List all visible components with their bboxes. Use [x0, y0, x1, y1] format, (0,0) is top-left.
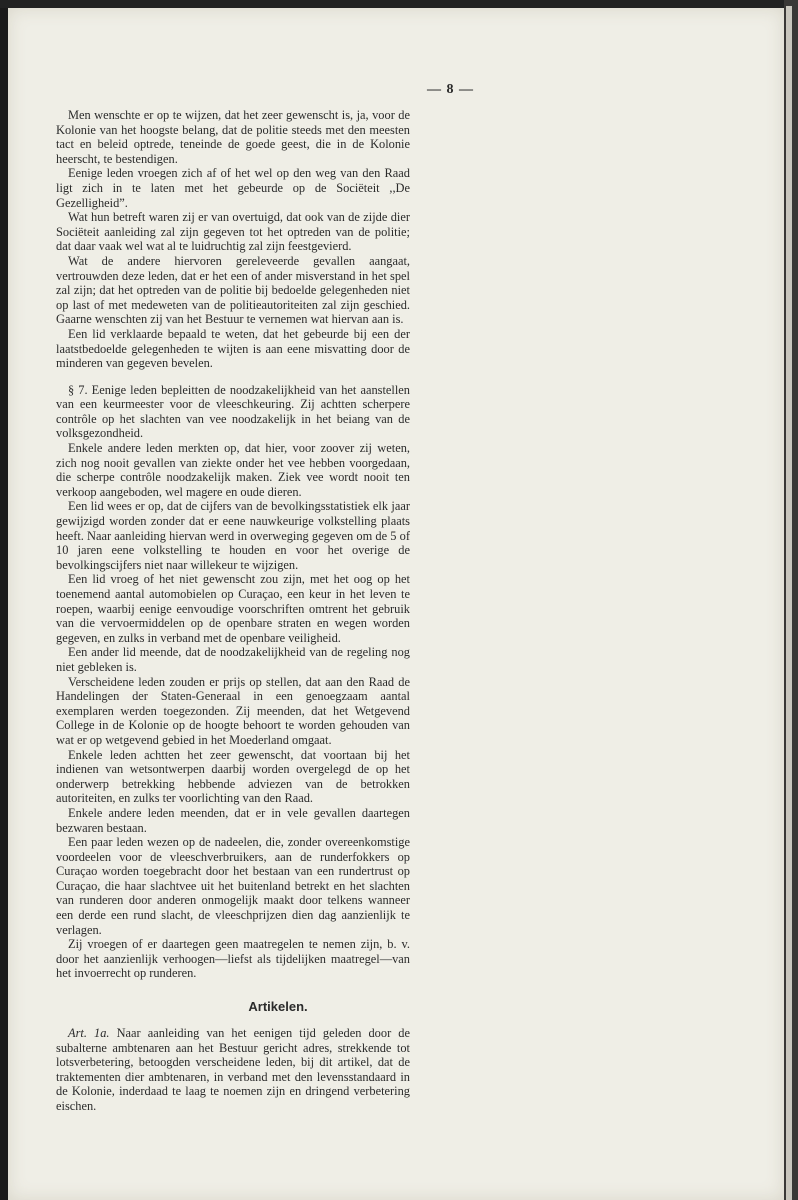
paragraph: Enkele leden achtten het zeer gewenscht, dat voortaan bij het indienen van wetsontwerpen daarbij worden overgelegd de op het onderwerp betrekking hebbende adviezen van de betrokken autoriteiten, en zulks ter voorlichting van den Raad. [56, 747, 410, 806]
paragraph: Eenige leden vroegen zich af of het wel op den weg van den Raad ligt zich in te laten met het gebeurde op de Sociëteit ,,De Gezelligheid”. [56, 166, 410, 210]
paragraph: Een lid verklaarde bepaald te weten, dat het gebeurde bij een der laatstbedoelde gelegenheden te wijten is aan eene misvatting door de minderen van gegeven bevelen. [56, 326, 410, 371]
paragraph: Een lid wees er op, dat de cijfers van de bevolkingsstatistiek elk jaar gewijzigd worden zonder dat er eene nauwkeurige volkstelling plaats heeft. Naar aanleiding hiervan werd in overweging gegeven om de 5 of 10 jaren eene volkstelling te houden en voor het overige de bevolkingscijfers niet naar willekeur te wijzigen. [56, 499, 410, 572]
scan-page-stack [786, 6, 792, 1200]
scan-top-edge [0, 0, 798, 8]
article-paragraph [56, 1026, 410, 1114]
page-number: — 8 — [427, 82, 474, 97]
document-page [8, 8, 784, 1200]
paragraph: Een paar leden wezen op de nadeelen, die, zonder overeenkomstige voordeelen voor de vleeschverbruikers, aan de runderfokkers op Curaçao worden toegebracht door het bestaan van een rundertrust op Curaçao, die haar slachtvee uit het buitenland betrekt en het slachten van runderen door anderen onmogelijk maakt door telkens wanneer een derde een rund slacht, de vleeschprijzen dien dag aanzienlijk te verlagen. [56, 835, 410, 937]
paragraph: Een lid vroeg of het niet gewenscht zou zijn, met het oog op het toenemend aantal automobielen op Curaçao, een keur in het leven te roepen, waarbij eenige eenvoudige voorschriften omtrent het gebruik van die vervoermiddelen op de openbare straten en wegen worden gegeven, en zulks in verband met de openbare veiligheid. [56, 572, 410, 645]
paragraph: Wat de andere hiervoren gereleveerde gevallen aangaat, vertrouwden deze leden, dat er het een of ander misverstand in het spel zal zijn; dat het optreden van de politie bij bedoelde gelegenheden niet op last of met medeweten van de politieautoriteiten zal zijn geschied. Gaarne wenschten zij van het Bestuur te vernemen wat hiervan aan is. [56, 253, 410, 327]
section-gap [56, 371, 410, 383]
article-text: Naar aanleiding van het eenigen tijd geleden door de subalterne ambtenaren aan het Bestuur gericht adres, strekkende tot lotsverbetering, betoogden verscheidene leden, bij dit artikel, dat de traktementen dier ambtenaren, in verband met den levensstandaard in de Kolonie, inderdaad te laag te noemen zijn en dringend verbetering eischen. [56, 1026, 410, 1113]
paragraph: Men wenschte er op te wijzen, dat het zeer gewenscht is, ja, voor de Kolonie van het hoogste belang, dat de politie steeds met den meesten tact en beleid optrede, teneinde de goede geest, die in de Kolonie heerscht, te bestendigen. [56, 108, 410, 166]
paragraph: Een ander lid meende, dat de noodzakelijkheid van de regeling nog niet gebleken is. [56, 645, 410, 674]
paragraph: Wat hun betreft waren zij er van overtuigd, dat ook van de zijde dier Sociëteit aanleiding zal zijn gegeven tot het optreden van de politie; dat daar vaak wel wat al te luidruchtig zal zijn feestgevierd. [56, 210, 410, 254]
article-label: Art. 1a. [68, 1026, 117, 1041]
paragraph: Enkele andere leden meenden, dat er in vele gevallen daartegen bezwaren bestaan. [56, 805, 410, 835]
page-body [56, 108, 410, 1114]
paragraph: Enkele andere leden merkten op, dat hier, voor zoover zij weten, zich nog nooit gevallen van ziekte onder het vee hebben voorgedaan, die scherpe contrôle noodzakelijk maken. Ziek vee wordt nooit ten verkoop aangeboden, wel magere en oude dieren. [56, 441, 410, 499]
section-7-paragraph: § 7. Eenige leden bepleitten de noodzakelijkheid van het aanstellen van een keurmeester voor de vleeschkeuring. Zij achtten scherpere contrôle op het slachten van vee noodzakelijk in het beiang van de volksgezondheid. [56, 382, 410, 441]
paragraph: Verscheidene leden zouden er prijs op stellen, dat aan den Raad de Handelingen der Staten-Generaal in een genoegzaam aantal exemplaren werden toegezonden. Zij meenden, dat het Wetgevend College in de Kolonie op de hoogte behoort te worden gehouden van wat er op wetgevend gebied in het Moederland omgaat. [56, 674, 410, 747]
section-heading: Artikelen. [248, 999, 308, 1015]
paragraph: Zij vroegen of er daartegen geen maatregelen te nemen zijn, b. v. door het aanzienlijk verhoogen—liefst als tijdelijken maatregel—van het invoerrecht op runderen. [56, 937, 410, 981]
